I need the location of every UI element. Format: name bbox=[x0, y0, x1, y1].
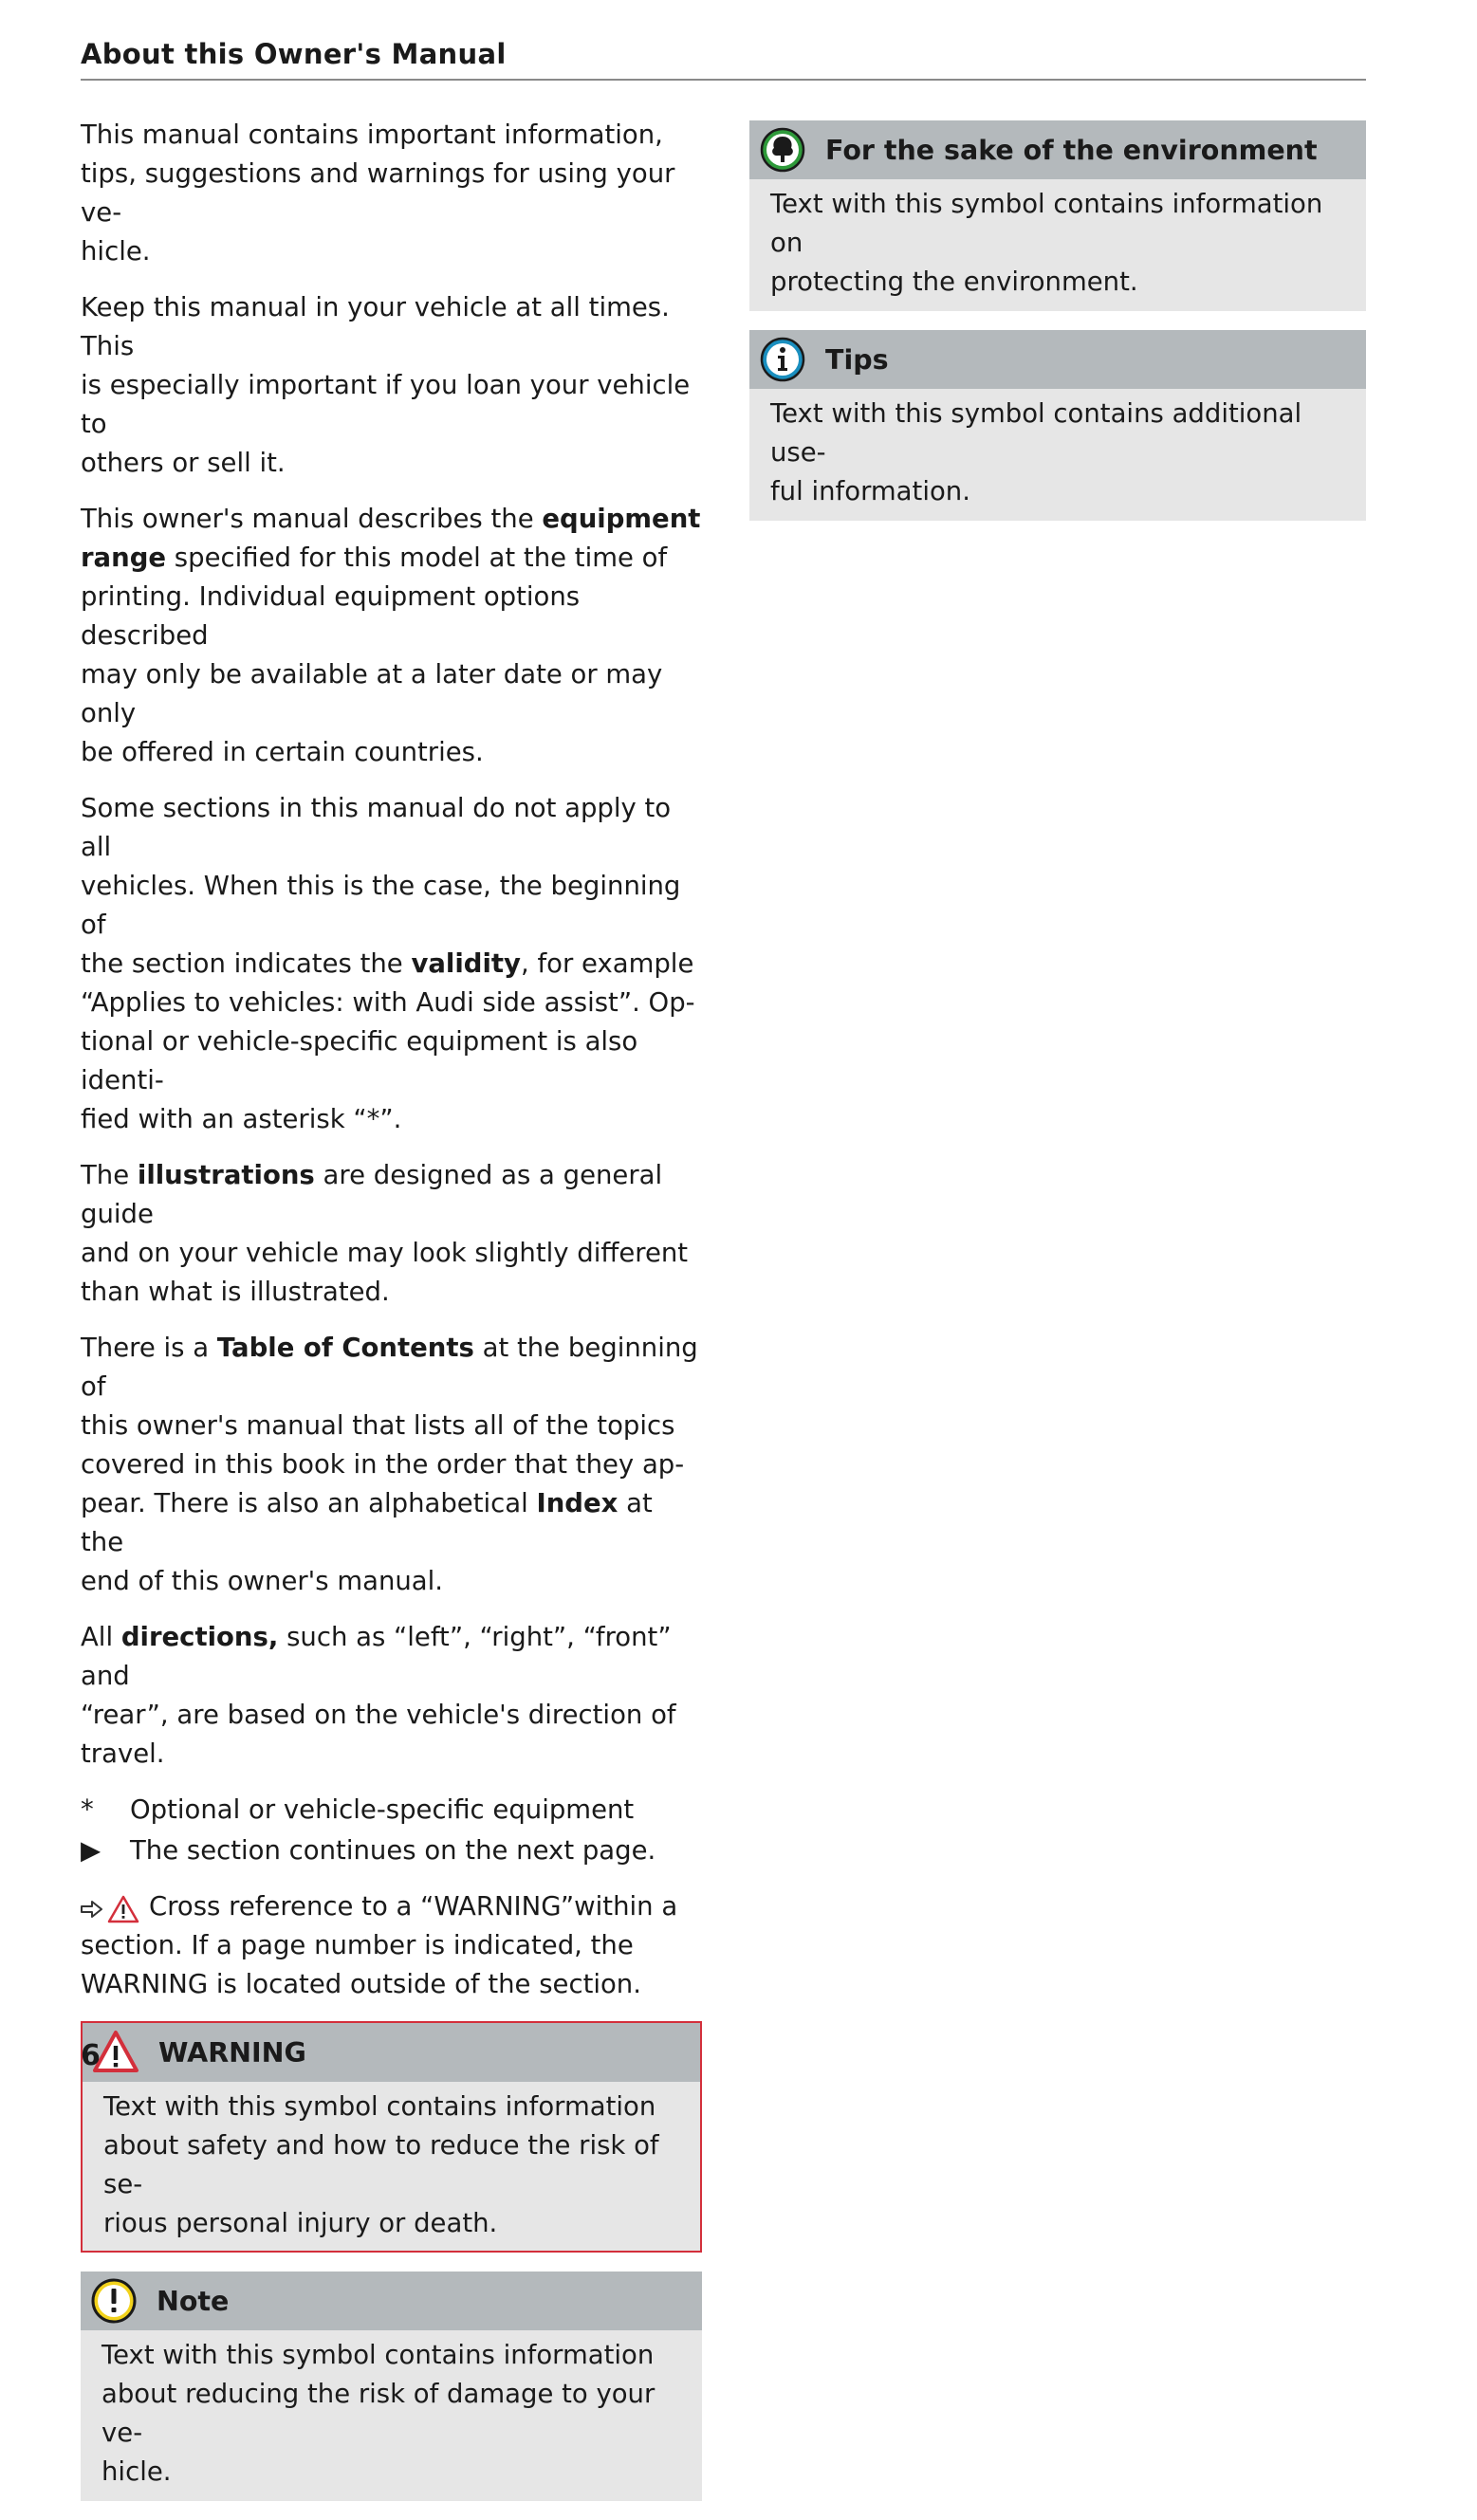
legend-text: Optional or vehicle-specific equipment bbox=[130, 1794, 635, 1825]
note-title: Note bbox=[157, 2285, 230, 2317]
environment-header bbox=[749, 120, 1366, 179]
tips-body: Text with this symbol contains additional use- ful information. bbox=[770, 398, 1302, 506]
header-title: About this Owner's Manual bbox=[81, 38, 507, 70]
right-column bbox=[749, 120, 1366, 540]
environment-title: For the sake of the environment bbox=[825, 134, 1318, 166]
tips-title: Tips bbox=[825, 343, 889, 376]
tips-header bbox=[749, 330, 1366, 389]
paragraph-validity: Some sections in this manual do not apply to all vehicles. When this is the case, the beginning of the section indicates the validity, for example “Applies to vehicles: with Audi side assist”. Op- tional or vehicle-specific equipment is also identi- fied with an asterisk “*”. bbox=[81, 793, 695, 1134]
paragraph-keep-manual: Keep this manual in your vehicle at all times. This is especially important if you loan your vehicle to others or sell it. bbox=[81, 292, 691, 478]
arrow-right-icon bbox=[81, 1901, 103, 1918]
left-column bbox=[81, 116, 702, 2520]
warning-header bbox=[83, 2023, 700, 2082]
paragraph-illustrations: The illustrations are designed as a general guide and on your vehicle may look slightly different than what is illustrated. bbox=[81, 1160, 689, 1307]
header-rule bbox=[81, 79, 1366, 81]
info-icon bbox=[759, 336, 806, 383]
crossref-icons bbox=[81, 1895, 139, 1923]
legend-continues bbox=[81, 1831, 702, 1870]
warning-triangle-icon bbox=[107, 1895, 139, 1923]
environment-box bbox=[749, 120, 1366, 311]
legend-asterisk bbox=[81, 1791, 702, 1830]
paragraph-intro: This manual contains important information, tips, suggestions and warnings for using your ve- hicle. bbox=[81, 120, 675, 267]
note-box bbox=[81, 2272, 702, 2501]
asterisk-symbol: * bbox=[81, 1794, 94, 1825]
warning-title: WARNING bbox=[158, 2036, 306, 2069]
paragraph-directions: All directions, such as “left”, “right”, “front” and “rear”, are based on the vehicle's direction of travel. bbox=[81, 1622, 676, 1769]
note-header bbox=[81, 2272, 702, 2330]
environment-body: Text with this symbol contains information on protecting the environment. bbox=[770, 189, 1323, 297]
warning-body: Text with this symbol contains information about safety and how to reduce the risk of se- rious personal injury or death. bbox=[103, 2091, 659, 2238]
page-number: 6 bbox=[81, 2039, 101, 2072]
exclamation-circle-icon bbox=[90, 2277, 138, 2325]
triangle-right-icon: ▶ bbox=[81, 1835, 102, 1866]
paragraph-table-of-contents: There is a Table of Contents at the beginning of this owner's manual that lists all of the topics covered in this book in the order that they ap- pear. There is also an alphabetical Index at the end of this owner's manual. bbox=[81, 1333, 698, 1596]
note-body: Text with this symbol contains information about reducing the risk of damage to your ve- hicle. bbox=[102, 2340, 655, 2487]
tips-box bbox=[749, 330, 1366, 521]
legend-text: The section continues on the next page. bbox=[130, 1835, 656, 1866]
paragraph-equipment-range: This owner's manual describes the equipment range specified for this model at the time of printing. Individual equipment options described may only be available at a later date or may only be offered in certain countries. bbox=[81, 504, 701, 767]
tree-icon bbox=[759, 126, 806, 174]
warning-box bbox=[81, 2021, 702, 2253]
paragraph-crossref: Cross reference to a “WARNING”within a section. If a page number is indicated, the WARNING is located outside of the section. bbox=[81, 1891, 678, 1999]
